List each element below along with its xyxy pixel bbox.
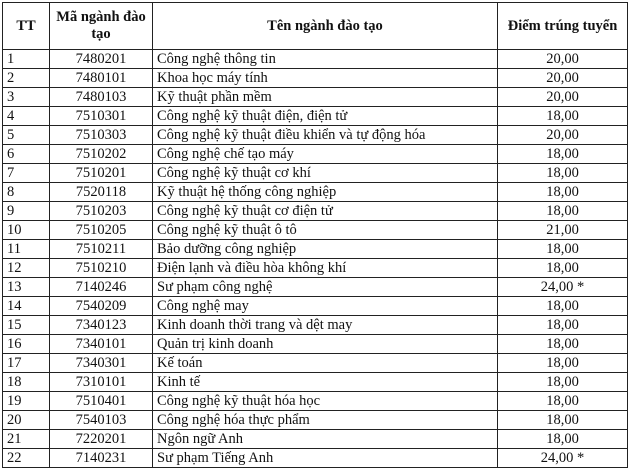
cell-major-name: Công nghệ may — [153, 297, 498, 316]
cell-major-code: 7520118 — [50, 183, 153, 202]
table-row — [3, 335, 628, 354]
cell-tt: 20 — [3, 411, 50, 430]
table-row — [3, 126, 628, 145]
cell-major-code: 7510303 — [50, 126, 153, 145]
cell-major-name: Bảo dưỡng công nghiệp — [153, 240, 498, 259]
cell-admission-score: 18,00 — [498, 411, 628, 430]
cell-major-name: Công nghệ thông tin — [153, 50, 498, 69]
table-row — [3, 221, 628, 240]
cell-major-code: 7510203 — [50, 202, 153, 221]
cell-admission-score: 20,00 — [498, 50, 628, 69]
cell-admission-score: 18,00 — [498, 183, 628, 202]
table-row — [3, 50, 628, 69]
table-row — [3, 449, 628, 468]
cell-major-code: 7480101 — [50, 69, 153, 88]
table-row — [3, 316, 628, 335]
cell-major-name: Công nghệ hóa thực phẩm — [153, 411, 498, 430]
cell-tt: 22 — [3, 449, 50, 468]
cell-admission-score: 20,00 — [498, 88, 628, 107]
table-row — [3, 373, 628, 392]
cell-admission-score: 20,00 — [498, 69, 628, 88]
cell-admission-score: 18,00 — [498, 354, 628, 373]
cell-major-code: 7220201 — [50, 430, 153, 449]
cell-admission-score: 24,00 * — [498, 449, 628, 468]
cell-admission-score: 18,00 — [498, 430, 628, 449]
table-row — [3, 107, 628, 126]
cell-tt: 12 — [3, 259, 50, 278]
cell-major-name: Công nghệ kỹ thuật hóa học — [153, 392, 498, 411]
cell-admission-score: 18,00 — [498, 335, 628, 354]
cell-major-name: Công nghệ chế tạo máy — [153, 145, 498, 164]
header-tt: TT — [3, 3, 50, 50]
cell-major-code: 7510202 — [50, 145, 153, 164]
cell-major-name: Điện lạnh và điều hòa không khí — [153, 259, 498, 278]
admission-scores-table — [2, 2, 628, 468]
cell-major-code: 7540209 — [50, 297, 153, 316]
cell-major-code: 7480201 — [50, 50, 153, 69]
table-row — [3, 278, 628, 297]
cell-major-name: Kinh tế — [153, 373, 498, 392]
cell-admission-score: 18,00 — [498, 392, 628, 411]
cell-tt: 19 — [3, 392, 50, 411]
header-major-code: Mã ngành đào tạo — [50, 3, 153, 50]
cell-major-name: Quản trị kinh doanh — [153, 335, 498, 354]
cell-tt: 21 — [3, 430, 50, 449]
cell-tt: 7 — [3, 164, 50, 183]
cell-major-name: Kỹ thuật phần mềm — [153, 88, 498, 107]
cell-major-code: 7510301 — [50, 107, 153, 126]
cell-admission-score: 18,00 — [498, 373, 628, 392]
cell-admission-score: 20,00 — [498, 126, 628, 145]
cell-tt: 13 — [3, 278, 50, 297]
table-row — [3, 411, 628, 430]
cell-major-name: Kế toán — [153, 354, 498, 373]
table-row — [3, 183, 628, 202]
cell-major-name: Công nghệ kỹ thuật ô tô — [153, 221, 498, 240]
cell-major-name: Kỹ thuật hệ thống công nghiệp — [153, 183, 498, 202]
cell-tt: 14 — [3, 297, 50, 316]
cell-tt: 11 — [3, 240, 50, 259]
cell-tt: 17 — [3, 354, 50, 373]
cell-tt: 15 — [3, 316, 50, 335]
cell-tt: 4 — [3, 107, 50, 126]
cell-major-name: Sư phạm công nghệ — [153, 278, 498, 297]
cell-major-name: Công nghệ kỹ thuật điện, điện tử — [153, 107, 498, 126]
table-row — [3, 145, 628, 164]
table-row — [3, 297, 628, 316]
cell-major-code: 7310101 — [50, 373, 153, 392]
table-row — [3, 240, 628, 259]
cell-tt: 18 — [3, 373, 50, 392]
cell-admission-score: 18,00 — [498, 240, 628, 259]
cell-major-name: Khoa học máy tính — [153, 69, 498, 88]
cell-admission-score: 24,00 * — [498, 278, 628, 297]
cell-major-name: Công nghệ kỹ thuật cơ khí — [153, 164, 498, 183]
cell-admission-score: 18,00 — [498, 202, 628, 221]
cell-major-name: Kinh doanh thời trang và dệt may — [153, 316, 498, 335]
table-row — [3, 164, 628, 183]
cell-tt: 10 — [3, 221, 50, 240]
cell-major-code: 7510211 — [50, 240, 153, 259]
cell-major-code: 7510201 — [50, 164, 153, 183]
table-body — [3, 50, 628, 468]
table-row — [3, 430, 628, 449]
table-row — [3, 88, 628, 107]
cell-major-code: 7480103 — [50, 88, 153, 107]
header-major-name: Tên ngành đào tạo — [153, 3, 498, 50]
cell-major-name: Công nghệ kỹ thuật cơ điện tử — [153, 202, 498, 221]
cell-major-code: 7340101 — [50, 335, 153, 354]
table-row — [3, 202, 628, 221]
cell-admission-score: 18,00 — [498, 316, 628, 335]
cell-tt: 9 — [3, 202, 50, 221]
cell-major-code: 7140231 — [50, 449, 153, 468]
cell-major-code: 7540103 — [50, 411, 153, 430]
cell-major-name: Ngôn ngữ Anh — [153, 430, 498, 449]
table-header — [3, 3, 628, 50]
table-row — [3, 392, 628, 411]
cell-admission-score: 21,00 — [498, 221, 628, 240]
cell-tt: 6 — [3, 145, 50, 164]
cell-admission-score: 18,00 — [498, 297, 628, 316]
cell-major-name: Sư phạm Tiếng Anh — [153, 449, 498, 468]
cell-major-code: 7510401 — [50, 392, 153, 411]
header-admission-score: Điểm trúng tuyển — [498, 3, 628, 50]
cell-major-code: 7510210 — [50, 259, 153, 278]
cell-tt: 8 — [3, 183, 50, 202]
cell-tt: 1 — [3, 50, 50, 69]
table-row — [3, 69, 628, 88]
cell-admission-score: 18,00 — [498, 107, 628, 126]
cell-admission-score: 18,00 — [498, 259, 628, 278]
table-row — [3, 259, 628, 278]
cell-major-name: Công nghệ kỹ thuật điều khiển và tự động hóa — [153, 126, 498, 145]
cell-major-code: 7510205 — [50, 221, 153, 240]
cell-tt: 3 — [3, 88, 50, 107]
cell-admission-score: 18,00 — [498, 164, 628, 183]
cell-admission-score: 18,00 — [498, 145, 628, 164]
cell-major-code: 7340123 — [50, 316, 153, 335]
cell-tt: 2 — [3, 69, 50, 88]
cell-major-code: 7340301 — [50, 354, 153, 373]
cell-tt: 16 — [3, 335, 50, 354]
cell-major-code: 7140246 — [50, 278, 153, 297]
header-row — [3, 3, 628, 50]
table-row — [3, 354, 628, 373]
cell-tt: 5 — [3, 126, 50, 145]
